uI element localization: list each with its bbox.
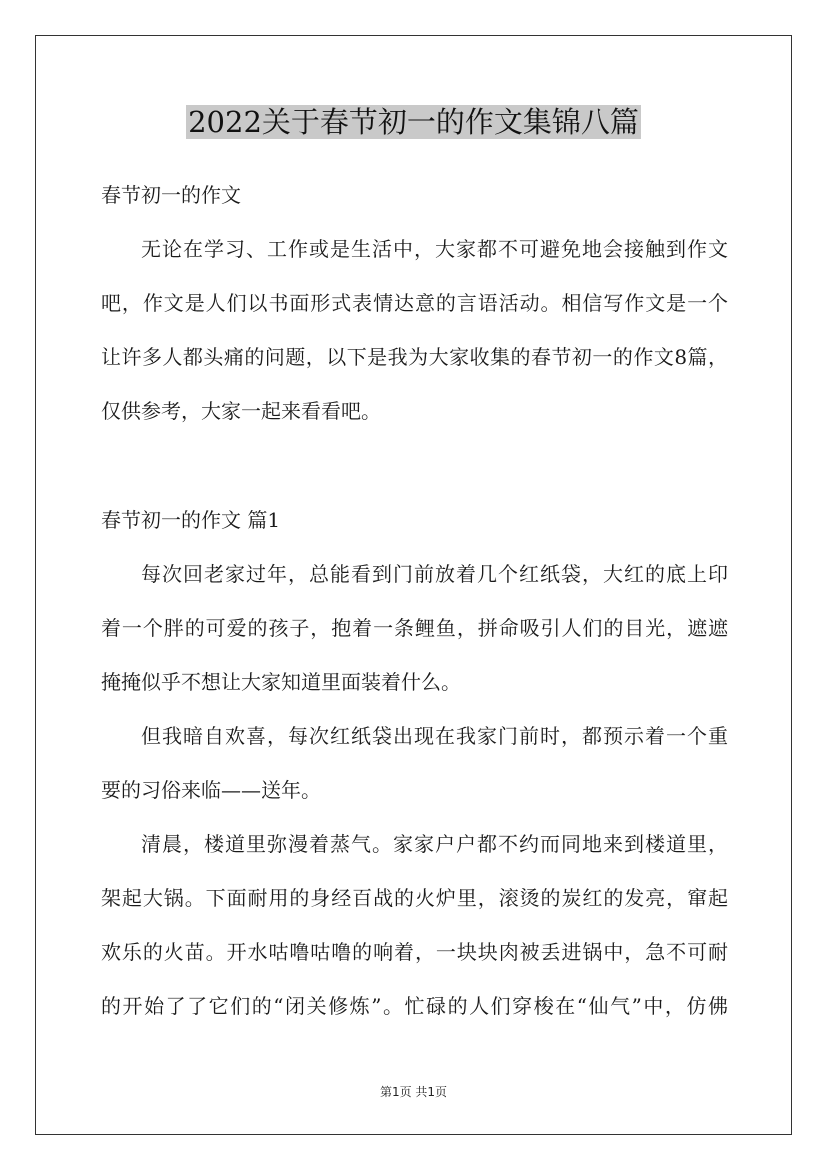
paragraph-line: 欢乐的火苗。开水咕噜咕噜的响着，一块块肉被丢进锅中，急不可耐 xyxy=(101,940,728,964)
intro-line: 让许多人都头痛的问题，以下是我为大家收集的春节初一的作文8篇， xyxy=(101,345,728,369)
paragraph-line: 要的习俗来临——送年。 xyxy=(101,778,321,802)
paragraph-line: 架起大锅。下面耐用的身经百战的火炉里，滚烫的炭红的发亮，窜起 xyxy=(101,886,728,910)
document-title-text: 2022关于春节初一的作文集锦八篇 xyxy=(188,105,639,139)
intro-line: 吧，作文是人们以书面形式表情达意的言语活动。相信写作文是一个 xyxy=(101,291,728,315)
intro-line: 仅供参考，大家一起来看看吧。 xyxy=(101,399,381,423)
paragraph-line: 掩掩似乎不想让大家知道里面装着什么。 xyxy=(101,670,461,694)
paragraph-line: 每次回老家过年，总能看到门前放着几个红纸袋，大红的底上印 xyxy=(141,562,728,586)
intro-line: 无论在学习、工作或是生活中，大家都不可避免地会接触到作文 xyxy=(141,237,728,261)
intro-heading: 春节初一的作文 xyxy=(101,183,241,207)
document-title xyxy=(0,100,827,144)
page-number: 第1页 共1页 xyxy=(379,1085,448,1099)
paragraph-line: 的开始了了它们的“闭关修炼”。忙碌的人们穿梭在“仙气”中，仿佛 xyxy=(101,994,728,1018)
paragraph-line: 但我暗自欢喜，每次红纸袋出现在我家门前时，都预示着一个重 xyxy=(141,724,728,748)
paragraph-line: 清晨，楼道里弥漫着蒸气。家家户户都不约而同地来到楼道里， xyxy=(141,832,728,856)
section-heading: 春节初一的作文 篇1 xyxy=(101,508,281,532)
paragraph-line: 着一个胖的可爱的孩子，抱着一条鲤鱼，拼命吸引人们的目光，遮遮 xyxy=(101,616,728,640)
